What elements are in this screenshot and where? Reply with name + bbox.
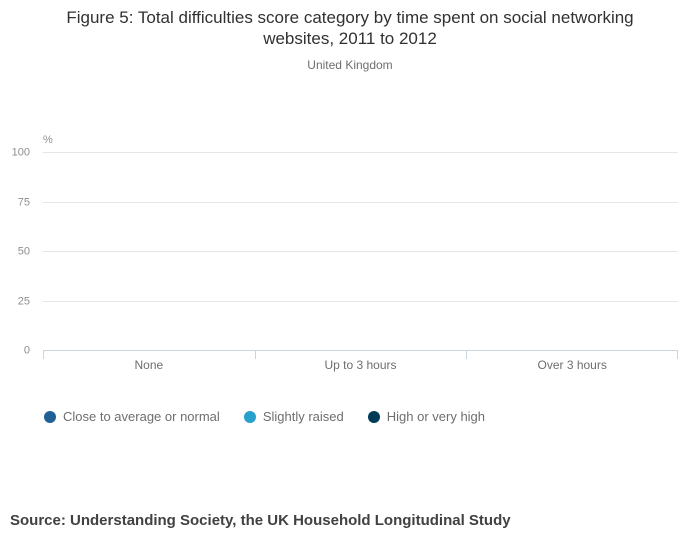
y-axis-tick-labels bbox=[0, 146, 30, 357]
x-axis-label-none: None bbox=[134, 358, 164, 372]
y-axis-tick-label: 100 bbox=[11, 146, 30, 159]
legend-label: High or very high bbox=[386, 409, 486, 424]
legend-item-slightly-raised bbox=[244, 409, 344, 424]
y-axis-tick-label: 75 bbox=[17, 196, 30, 208]
legend-marker-icon bbox=[368, 411, 380, 423]
y-axis-tick-label: 25 bbox=[17, 295, 30, 307]
y-axis-unit-label: % bbox=[43, 134, 53, 146]
legend bbox=[44, 409, 485, 424]
legend-item-close-to-average-or-normal bbox=[44, 409, 220, 424]
legend-item-high-or-very-high bbox=[368, 409, 485, 424]
x-axis-label-up-to-3-hours: Up to 3 hours bbox=[324, 358, 397, 372]
bar-groups bbox=[43, 153, 678, 351]
chart-subtitle: United Kingdom bbox=[307, 58, 393, 72]
x-axis-line bbox=[43, 350, 678, 351]
legend-label: Slightly raised bbox=[262, 409, 344, 424]
y-axis-tick-label: 0 bbox=[23, 344, 30, 357]
chart-title: Figure 5: Total difficulties score category by time spent on social networking websites, 2011 to 2012 bbox=[66, 8, 634, 48]
legend-label: Close to average or normal bbox=[63, 409, 220, 424]
x-axis-labels bbox=[43, 358, 678, 372]
x-axis-label-over-3-hours: Over 3 hours bbox=[537, 358, 607, 372]
legend-marker-icon bbox=[44, 411, 56, 423]
plot-area bbox=[43, 153, 678, 351]
legend-marker-icon bbox=[244, 411, 256, 423]
source-text: Source: Understanding Society, the UK Household Longitudinal Study bbox=[10, 512, 511, 529]
y-axis-tick-label: 50 bbox=[17, 245, 30, 258]
